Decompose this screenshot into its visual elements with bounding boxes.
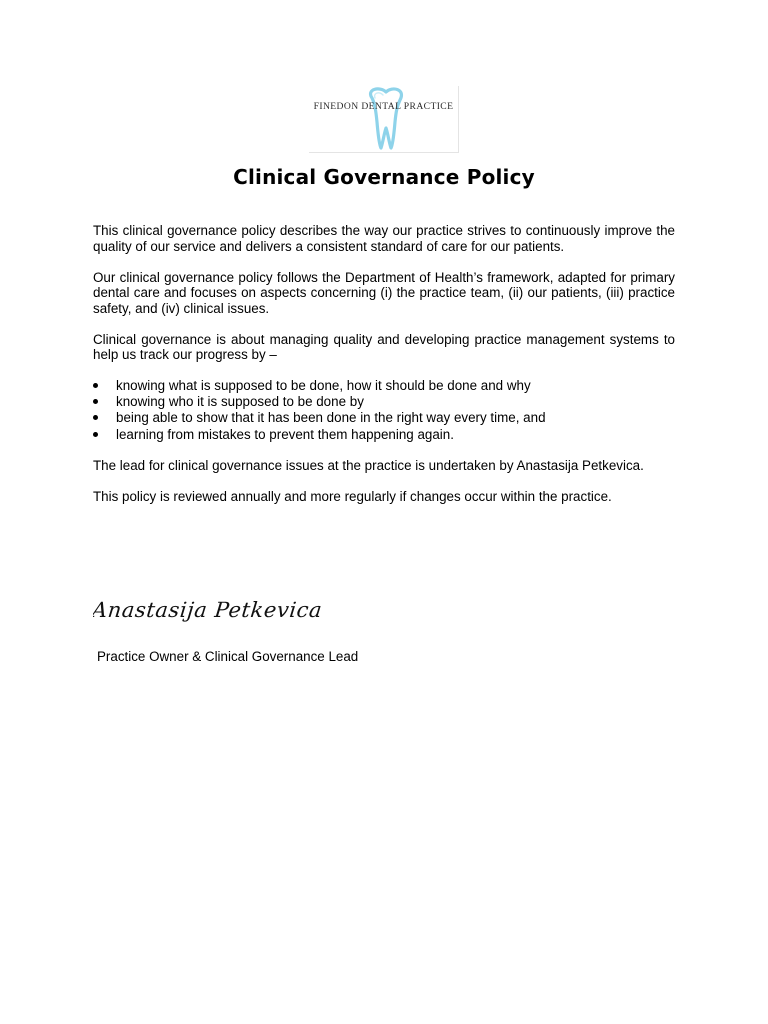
lead-paragraph: The lead for clinical governance issues at the practice is undertaken by Anastasija Petkevica. (93, 458, 644, 474)
bullet-item (93, 427, 675, 443)
policy-body (93, 223, 675, 505)
signature-text: Anastasija Petkevica (93, 597, 324, 622)
bullet-dot-icon (93, 432, 98, 437)
bullet-dot-icon (93, 415, 98, 420)
governance-paragraph: Clinical governance is about managing quality and developing practice management systems to help us track our progress by – (93, 331, 675, 362)
intro-paragraph: This clinical governance policy describes the way our practice strives to continuously improve the quality of our service and delivers a consistent standard of care for our patients. (93, 223, 675, 254)
tooth-icon-highlight (375, 93, 383, 98)
bullet-item (93, 394, 675, 410)
governance-bullet-list (93, 378, 675, 443)
signatory-role: Practice Owner & Clinical Governance Lead (97, 649, 359, 664)
handwritten-signature (93, 592, 693, 632)
page-title: Clinical Governance Policy (233, 165, 535, 189)
review-paragraph: This policy is reviewed annually and more regularly if changes occur within the practice. (93, 489, 612, 505)
bullet-text: being able to show that it has been done in the right way every time, and (116, 410, 546, 426)
signature-graphic (93, 592, 693, 632)
practice-logo (309, 86, 459, 153)
logo-graphic (309, 86, 458, 152)
bullet-item (93, 410, 675, 426)
logo-text: FINEDON DENTAL PRACTICE (313, 101, 454, 112)
bullet-item (93, 378, 675, 394)
bullet-text: knowing who it is supposed to be done by (116, 394, 364, 410)
bullet-dot-icon (93, 383, 98, 388)
bullet-text: learning from mistakes to prevent them happening again. (116, 426, 454, 442)
framework-paragraph: Our clinical governance policy follows the Department of Health’s framework, adapted for primary dental care and focuses on aspects concerning (i) the practice team, (ii) our patients, (iii) practice safety, and (iv) clinical issues. (93, 269, 675, 316)
bullet-dot-icon (93, 399, 98, 404)
bullet-text: knowing what is supposed to be done, how it should be done and why (116, 378, 531, 393)
